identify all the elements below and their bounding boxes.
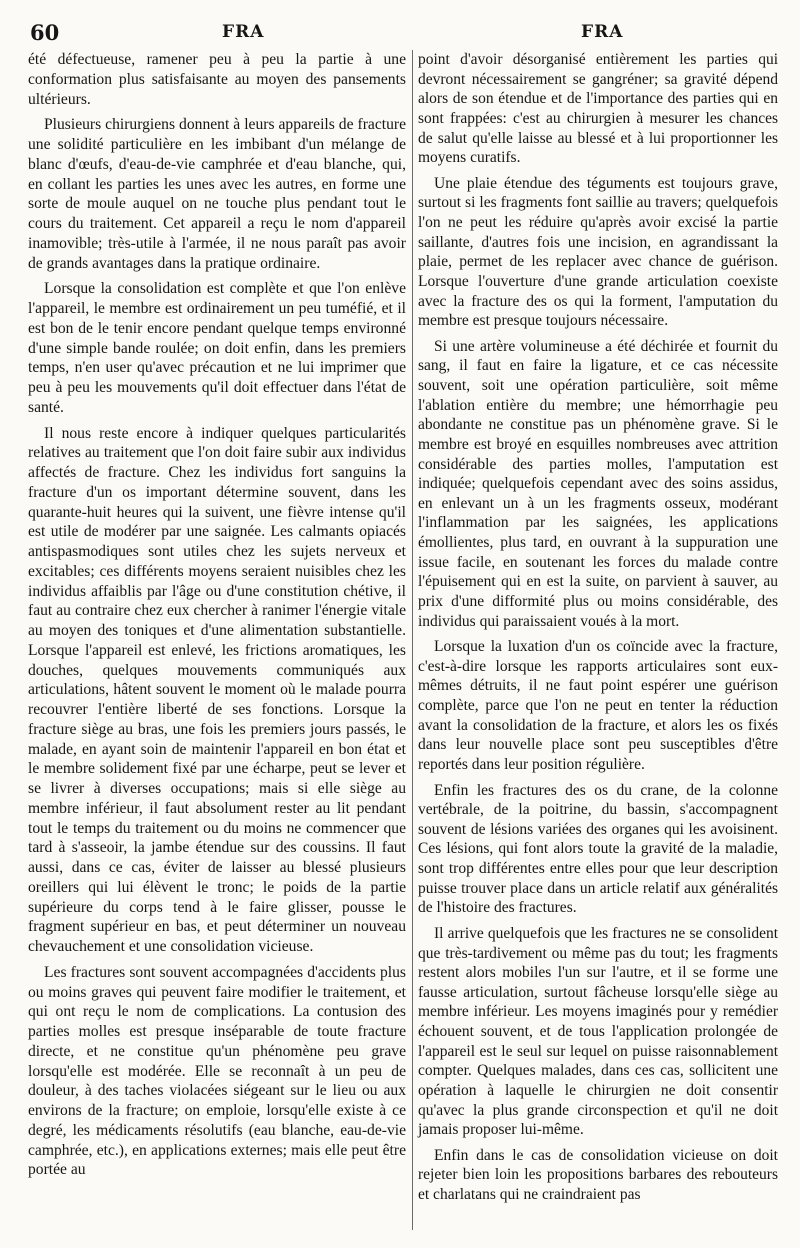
paragraph: Les fractures sont souvent accompagnées d'accidents plus ou moins graves qui peuvent faire modifier le traitement, et qui ont reçu le nom de complications. La contusion des parties molles est presque inséparable de toute fracture directe, et ne constitue qu'un phénomène peu grave lorsqu'elle est modérée. Elle se reconnaît à un peu de douleur, à des taches violacées siégeant sur le lieu ou aux environs de la fracture; on emploie, lorsqu'elle existe à ce degré, les médicaments résolutifs (eau blanche, eau-de-vie camphrée, etc.), en applications externes; mais elle peut être portée au	[28, 963, 406, 1179]
left-column	[28, 50, 406, 1230]
paragraph: Lorsque la consolidation est complète et que l'on enlève l'appareil, le membre est ordinairement un peu tuméfié, et il est bon de le tenir encore pendant quelque temps environné d'une simple bande roulée; on doit enfin, dans les premiers temps, n'en user qu'avec précaution et ne lui imprimer que peu à peu les mouvements qu'il doit effectuer dans l'état de santé.	[28, 280, 406, 416]
paragraph: Enfin dans le cas de consolidation vicieuse on doit rejeter bien loin les propositions barbares des rebouteurs et charlatans qui ne craindraient pas	[418, 1146, 778, 1203]
paragraph: Une plaie étendue des téguments est toujours grave, surtout si les fragments font saillie au travers; quelquefois l'on ne peut les réduire qu'après avoir excisé la partie saillante, d'autres fois une incision, en agrandissant la plaie, permet de les replacer avec chance de guérison. Lorsque l'ouverture d'une grande articulation coexiste avec la fracture des os qui la forment, l'amputation du membre est presque toujours nécessaire.	[418, 174, 778, 330]
paragraph: Plusieurs chirurgiens donnent à leurs appareils de fracture une solidité particulière en les imbibant d'un mélange de blanc d'œufs, d'eau-de-vie camphrée et d'eau blanche, qui, en collant les parties les unes avec les autres, en forme une sorte de moule auquel on ne touche plus pendant tout le cours du traitement. Cet appareil a reçu le nom d'appareil inamovible; très-utile à l'armée, il ne nous paraît pas avoir de grands avantages dans la pratique ordinaire.	[28, 116, 406, 272]
page-number: 60	[30, 20, 60, 45]
paragraph: Si une artère volumineuse a été déchirée et fournit du sang, il faut en faire la ligature, et ce cas nécessite souvent, soit une opération particulière, soit même l'ablation entière du membre; une hémorrhagie peu abondante ne constitue pas un phénomène grave. Si le membre est broyé en esquilles nombreuses avec attrition considérable des parties molles, l'amputation est indiquée; quelquefois cependant avec des soins assidus, en enlevant un à un les fragments osseux, modérant l'inflammation par les saignées, les applications émollientes, plus tard, en ouvrant à la suppuration une issue facile, en soutenant les forces du malade contre l'épuisement qui en est la suite, on parvient à sauver, au prix d'une difformité plus ou moins considérable, des individus qui paraissaient voués à la mort.	[418, 337, 778, 630]
page-header	[0, 20, 800, 50]
paragraph: point d'avoir désorganisé entièrement les parties qui devront nécessairement se gangréner; sa gravité dépend alors de son étendue et de l'importance des parties qui en sont frappées: c'est au chirurgien à mesurer les chances de salut qu'elle laisse au blessé et à lui proportionner les moyens curatifs.	[418, 51, 778, 167]
running-head-left: FRA	[222, 22, 265, 42]
column-divider	[412, 50, 413, 1230]
paragraph: Il arrive quelquefois que les fractures ne se consolident que très-tardivement ou même pas du tout; les fragments restent alors mobiles l'un sur l'autre, et il se forme une fausse articulation, surtout fâcheuse lorsqu'elle siège au membre inférieur. Les moyens imaginés pour y remédier échouent souvent, et de tous l'application prolongée de l'appareil est le seul sur lequel on puisse raisonnablement compter. Quelques malades, dans ces cas, sollicitent une opération à laquelle le chirurgien ne doit consentir qu'avec la plus grande circonspection et qu'il ne doit jamais proposer lui-même.	[418, 924, 778, 1139]
right-column	[418, 50, 778, 1230]
running-head-right: FRA	[581, 22, 624, 42]
paragraph: Il nous reste encore à indiquer quelques particularités relatives au traitement que l'on doit faire subir aux individus affectés de fracture. Chez les individus fort sanguins la fracture d'un os important détermine souvent, dans les quarante-huit heures qui la suivent, une fièvre intense qu'il est utile de modérer par une saignée. Les calmants opiacés antispasmodiques sont utiles chez les sujets nerveux et excitables; ces différents moyens seraient nuisibles chez les individus affaiblis par l'âge ou d'une constitution chétive, il faut au contraire chez eux chercher à ranimer l'énergie vitale au moyen des toniques et d'une alimentation substantielle. Lorsque l'appareil est enlevé, les frictions aromatiques, les douches, quelques mouvements communiqués aux articulations, hâtent souvent le moment où le malade pourra recouvrer l'entière liberté de ses fonctions. Lorsque la fracture siège au bras, une fois les premiers jours passés, le malade, en ayant soin de maintenir l'appareil en bon état et le membre solidement fixé par une écharpe, peut se lever et se livrer à diverses occupations; mais si elle siège au membre inférieur, il faut absolument rester au lit pendant tout le temps du traitement ou du moins ne commencer que tard à s'asseoir, la jambe étendue sur des coussins. Il faut aussi, dans ce cas, éviter de laisser au blessé plusieurs oreillers qui lui élèvent le tronc; le poids de la partie supérieure du corps tend à le faire glisser, pousse le fragment supérieur en bas, et peut déterminer un nouveau chevauchement et une consolidation vicieuse.	[28, 424, 406, 955]
paragraph: été défectueuse, ramener peu à peu la partie à une conformation plus satisfaisante au moyen des pansements ultérieurs.	[28, 51, 406, 108]
paragraph: Enfin les fractures des os du crane, de la colonne vertébrale, de la poitrine, du bassin, s'accompagnent souvent de lésions variées des organes qui les avoisinent. Ces lésions, qui font alors toute la gravité de la maladie, sont trop différentes entre elles pour que leur description puisse trouver place dans un article relatif aux généralités de l'histoire des fractures.	[418, 781, 778, 917]
paragraph: Lorsque la luxation d'un os coïncide avec la fracture, c'est-à-dire lorsque les rapports articulaires sont eux-mêmes détruits, il ne faut point espérer une guérison complète, parce que l'on ne peut en tenter la réduction avant la consolidation de la fracture, et alors les os fixés dans leur nouvelle place sont peu susceptibles d'être reportés dans leur position régulière.	[418, 638, 778, 773]
